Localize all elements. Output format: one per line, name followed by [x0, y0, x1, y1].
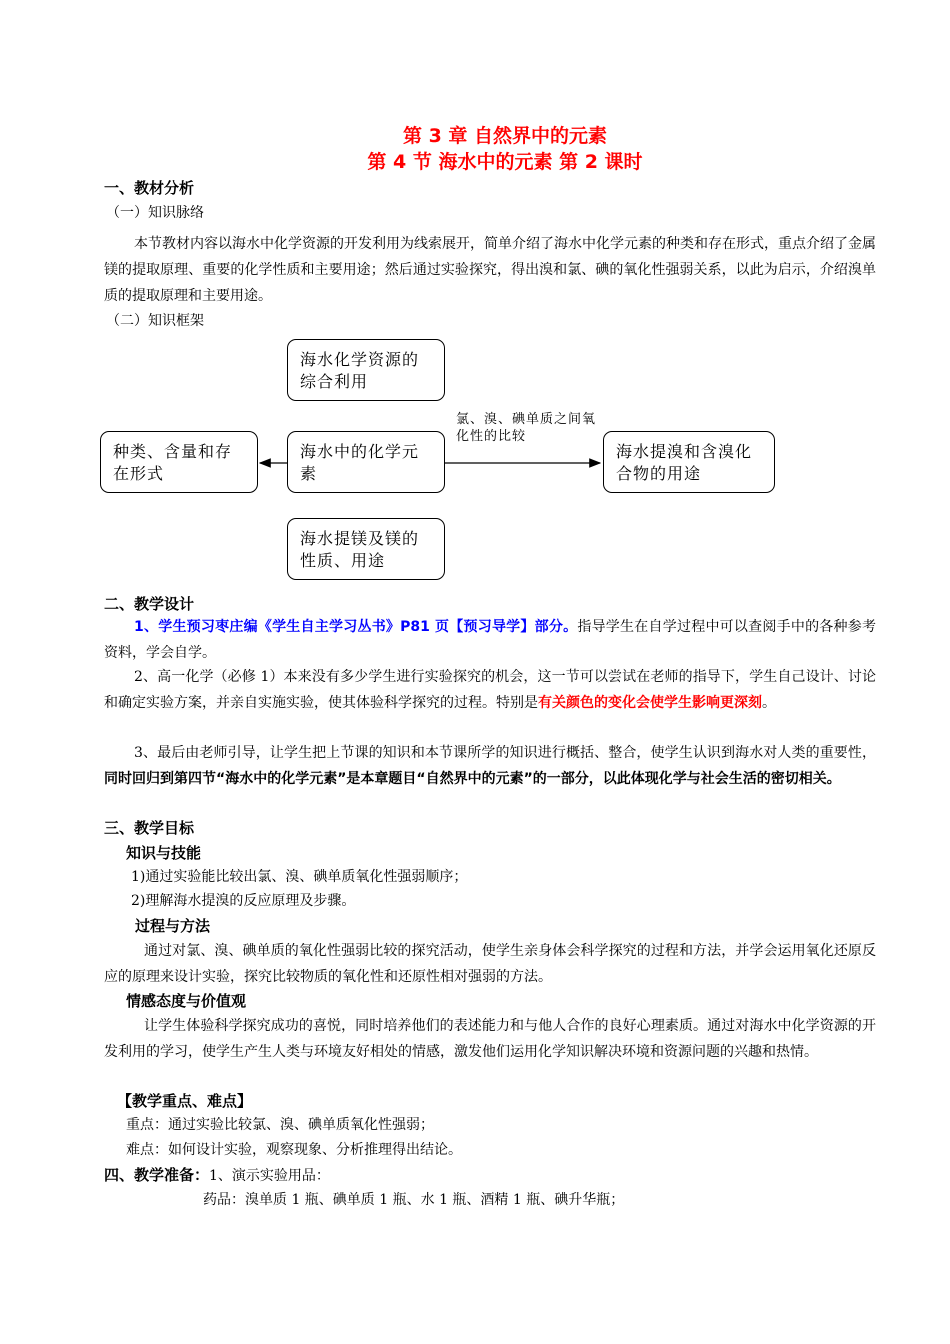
process-heading: 过程与方法	[135, 917, 211, 935]
section1-sub2: （二）知识框架	[106, 313, 204, 329]
difficulty: 难点：如何设计实验，观察现象、分析推理得出结论。	[126, 1142, 462, 1158]
item1-rest: 指导学生在自学过程中可以查阅手中的各种参考资料，学会自学。	[104, 619, 876, 661]
node-left: 种类、含量和存在形式	[100, 431, 258, 493]
section-title: 第 4 节 海水中的元素 第 2 课时	[367, 151, 643, 173]
section1-heading: 一、教材分析	[104, 179, 195, 197]
node-right: 海水提溴和含溴化合物的用途	[603, 431, 775, 493]
section2-item1	[104, 614, 876, 666]
item3-plain: 3、最后由老师引导，让学生把上节课的知识和本节课所学的知识进行概括、整合，使学生认识到海水对人类的重要性，	[134, 745, 876, 761]
section4-heading: 四、教学准备：	[104, 1166, 210, 1184]
reagents-line: 药品：溴单质 1 瓶、碘单质 1 瓶、水 1 瓶、酒精 1 瓶、碘升华瓶；	[203, 1192, 625, 1208]
knowledge-heading: 知识与技能	[126, 844, 202, 862]
section4-heading-rest: 1、演示实验用品：	[209, 1168, 330, 1184]
emotion-heading: 情感态度与价值观	[126, 992, 247, 1010]
section2-heading: 二、教学设计	[104, 595, 195, 613]
section1-sub1: （一）知识脉络	[106, 205, 204, 221]
process-paragraph: 通过对氯、溴、碘单质的氧化性强弱比较的探究活动，使学生亲身体会科学探究的过程和方法，并学会运用氧化还原反应的原理来设计实验，探究比较物质的氧化性和还原性相对强弱的方法。	[104, 943, 876, 985]
key-heading: 【教学重点、难点】	[117, 1092, 253, 1110]
item3-bold: 同时回归到第四节“海水中的化学元素”是本章题目“自然界中的元素”的一部分，以此体现化学与社会生活的密切相关。	[104, 771, 841, 787]
item2-highlight: 有关颜色的变化会使学生影响更深刻	[538, 695, 762, 711]
item1-highlight: 1、学生预习枣庄编《学生自主学习丛书》P81 页【预习导学】部分。	[134, 619, 578, 635]
knowledge-item-2: 2)理解海水提溴的反应原理及步骤。	[131, 893, 356, 909]
node-bottom: 海水提镁及镁的性质、用途	[287, 518, 445, 580]
item2-end: 。	[762, 695, 776, 711]
emotion-paragraph: 让学生体验科学探究成功的喜悦，同时培养他们的表述能力和与他人合作的良好心理素质。通过对海水中化学资源的开发利用的学习，使学生产生人类与环境友好相处的情感，激发他们运用化学知识解决环境和资源问题的兴趣和热情。	[104, 1018, 876, 1060]
key-point: 重点：通过实验比较氯、溴、碘单质氧化性强弱；	[126, 1117, 434, 1133]
node-center: 海水中的化学元素	[287, 431, 445, 493]
section4-line	[104, 1164, 330, 1187]
section3-heading: 三、教学目标	[104, 819, 195, 837]
section2-item2	[104, 664, 876, 716]
section1-paragraph: 本节教材内容以海水中化学资源的开发利用为线索展开，简单介绍了海水中化学元素的种类和存在形式，重点介绍了金属镁的提取原理、重要的化学性质和主要用途；然后通过实验探究，得出溴和氯、碘的氧化性强弱关系，以此为启示，介绍溴单质的提取原理和主要用途。	[104, 236, 876, 304]
chapter-title: 第 3 章 自然界中的元素	[402, 125, 608, 147]
node-top: 海水化学资源的综合利用	[287, 339, 445, 401]
item2-plain: 2、高一化学（必修 1）本来没有多少学生进行实验探究的机会，这一节可以尝试在老师的指导下，学生自己设计、讨论和确定实验方案，并亲自实施实验，使其体验科学探究的过程。特别是	[104, 669, 876, 711]
edge-label: 氯、溴、碘单质之间氧化性的比较	[456, 412, 597, 444]
knowledge-item-1: 1)通过实验能比较出氯、溴、碘单质氧化性强弱顺序；	[131, 869, 468, 885]
section2-item3	[104, 740, 876, 792]
